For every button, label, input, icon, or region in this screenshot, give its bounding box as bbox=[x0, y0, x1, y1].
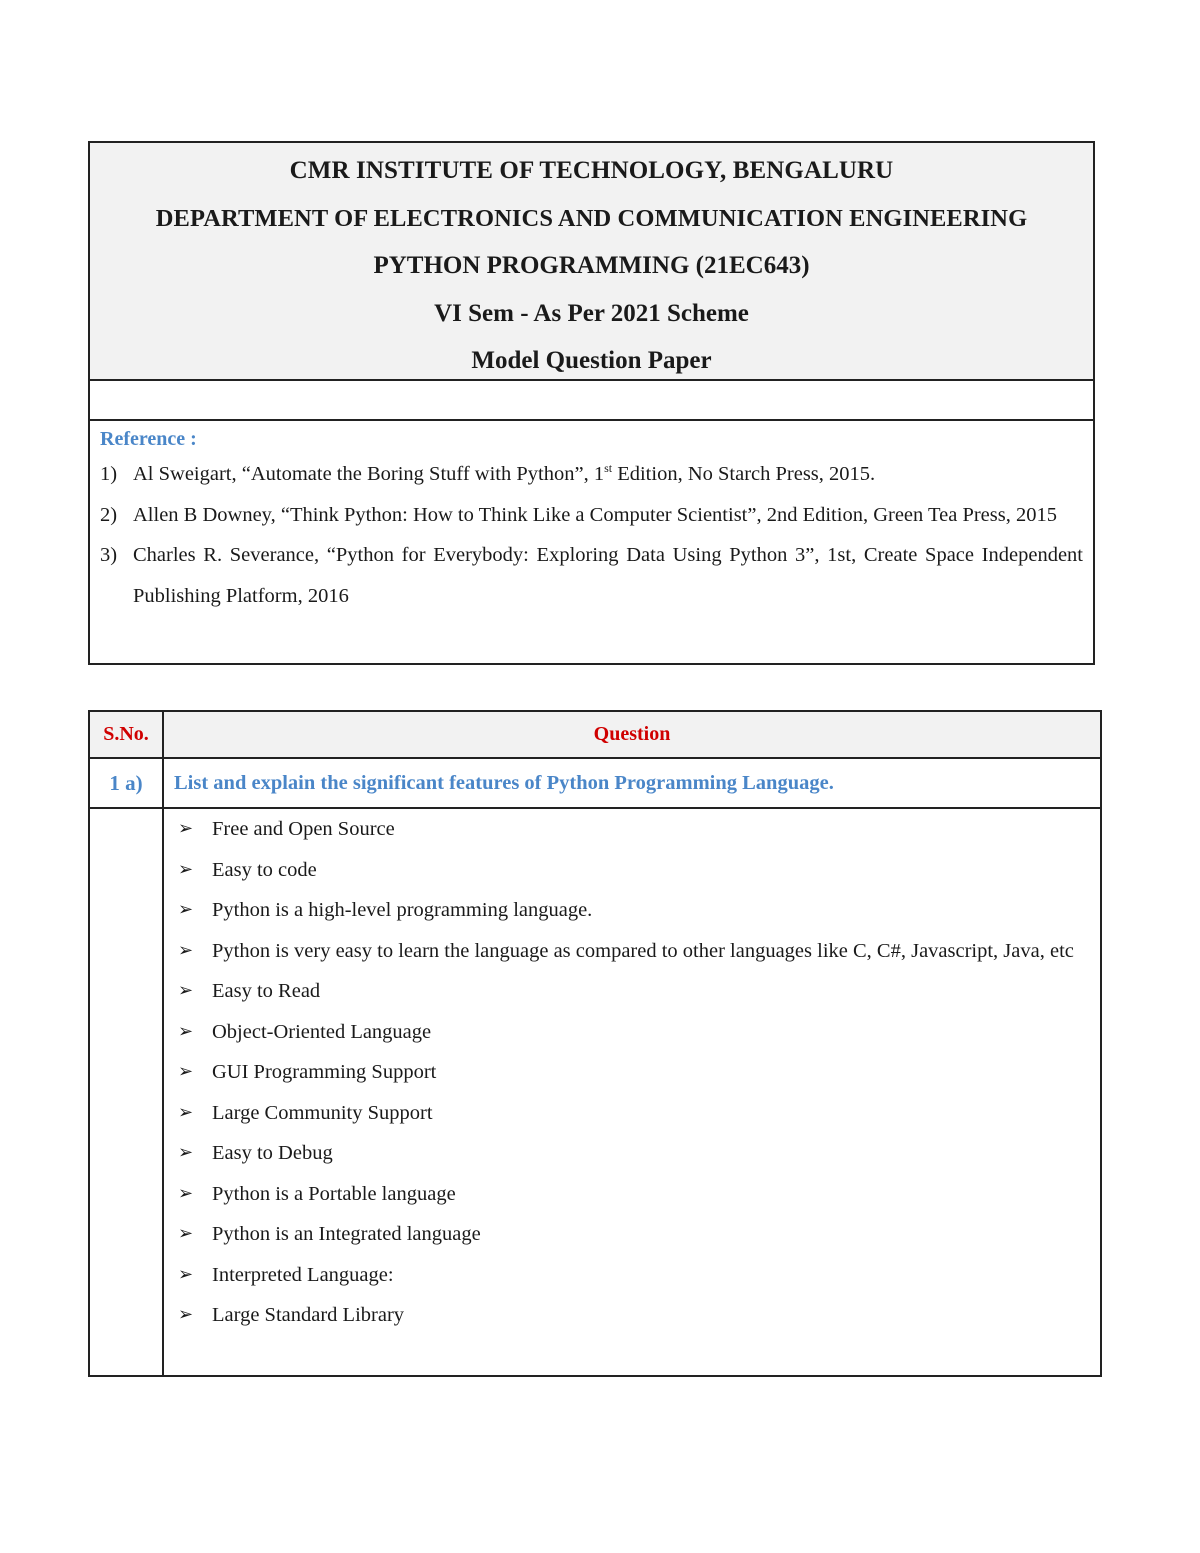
arrow-bullet-icon: ➢ bbox=[178, 899, 194, 920]
arrow-bullet-icon: ➢ bbox=[178, 1263, 194, 1285]
list-item bbox=[178, 1295, 1090, 1336]
reference-superscript: st bbox=[604, 461, 613, 476]
list-item bbox=[178, 1255, 1090, 1296]
list-item-text: Interpreted Language: bbox=[212, 1263, 394, 1286]
answer-list bbox=[178, 809, 1090, 1336]
list-item bbox=[178, 1133, 1090, 1174]
col-sno-header: S.No. bbox=[90, 712, 164, 757]
list-item-text: Python is a Portable language bbox=[212, 1182, 456, 1205]
arrow-bullet-icon: ➢ bbox=[178, 1101, 194, 1123]
list-item bbox=[178, 1093, 1090, 1134]
arrow-bullet-icon: ➢ bbox=[178, 1223, 194, 1244]
reference-item bbox=[100, 454, 1083, 495]
reference-number: 1) bbox=[100, 463, 118, 485]
list-item bbox=[178, 971, 1090, 1012]
list-item bbox=[178, 1012, 1090, 1053]
reference-number: 3) bbox=[100, 544, 118, 566]
list-item-text: Easy to Read bbox=[212, 980, 321, 1002]
list-item bbox=[178, 931, 1090, 972]
reference-text: Allen B Downey, “Think Python: How to Think Like a Computer Scientist”, 2nd Edition, Green Tea Press, 2015 bbox=[133, 503, 1057, 526]
answer-sno-cell bbox=[90, 809, 164, 1377]
question-table bbox=[88, 710, 1102, 1377]
table-header-row bbox=[90, 712, 1100, 759]
arrow-bullet-icon: ➢ bbox=[178, 858, 194, 880]
course-title: PYTHON PROGRAMMING (21EC643) bbox=[373, 252, 810, 279]
list-item bbox=[178, 850, 1090, 891]
list-item bbox=[178, 1214, 1090, 1255]
arrow-bullet-icon: ➢ bbox=[178, 1142, 194, 1163]
list-item-text: Easy to Debug bbox=[212, 1142, 333, 1164]
list-item-text: GUI Programming Support bbox=[212, 1061, 437, 1083]
reference-text: Charles R. Severance, “Python for Everybody: Exploring Data Using Python 3”, 1st, Create Space Independent Publishing Platform, 2016 bbox=[133, 544, 1083, 607]
list-item-text: Python is very easy to learn the language as compared to other languages like C, C#, Javascript, Java, etc bbox=[212, 939, 1074, 962]
answer-row bbox=[90, 809, 1100, 1377]
arrow-bullet-icon: ➢ bbox=[178, 980, 194, 1001]
list-item bbox=[178, 809, 1090, 850]
list-item-text: Python is a high-level programming language. bbox=[212, 899, 593, 921]
semester-line: VI Sem - As Per 2021 Scheme bbox=[434, 299, 749, 327]
list-item bbox=[178, 1052, 1090, 1093]
list-item bbox=[178, 890, 1090, 931]
blank-row bbox=[90, 381, 1093, 421]
question-number: 1 a) bbox=[90, 759, 164, 807]
reference-text: Al Sweigart, “Automate the Boring Stuff with Python”, 1 bbox=[133, 463, 605, 485]
list-item-text: Free and Open Source bbox=[212, 818, 395, 840]
department-name: DEPARTMENT OF ELECTRONICS AND COMMUNICATION ENGINEERING bbox=[155, 204, 1028, 232]
arrow-bullet-icon: ➢ bbox=[178, 818, 194, 839]
arrow-bullet-icon: ➢ bbox=[178, 1304, 194, 1325]
arrow-bullet-icon: ➢ bbox=[178, 1182, 194, 1204]
institute-name: CMR INSTITUTE OF TECHNOLOGY, BENGALURU bbox=[289, 157, 894, 184]
arrow-bullet-icon: ➢ bbox=[178, 939, 194, 961]
reference-heading: Reference : bbox=[100, 428, 197, 450]
list-item-text: Large Standard Library bbox=[212, 1304, 405, 1326]
question-text: List and explain the significant features of Python Programming Language. bbox=[174, 771, 834, 794]
list-item-text: Easy to code bbox=[212, 858, 317, 881]
question-row bbox=[90, 759, 1100, 809]
paper-title: Model Question Paper bbox=[471, 347, 712, 374]
reference-section bbox=[90, 421, 1093, 616]
title-block bbox=[90, 143, 1093, 381]
reference-list bbox=[100, 454, 1083, 616]
reference-item bbox=[100, 495, 1083, 536]
list-item-text: Object-Oriented Language bbox=[212, 1020, 432, 1043]
reference-text-cont: Edition, No Starch Press, 2015. bbox=[612, 463, 876, 485]
header-table bbox=[88, 141, 1095, 665]
list-item-text: Python is an Integrated language bbox=[212, 1223, 481, 1245]
arrow-bullet-icon: ➢ bbox=[178, 1020, 194, 1042]
reference-item bbox=[100, 535, 1083, 616]
reference-number: 2) bbox=[100, 503, 118, 526]
col-question-header: Question bbox=[593, 723, 671, 745]
list-item bbox=[178, 1174, 1090, 1215]
answer-cell bbox=[164, 809, 1100, 1377]
arrow-bullet-icon: ➢ bbox=[178, 1061, 194, 1082]
list-item-text: Large Community Support bbox=[212, 1101, 433, 1124]
